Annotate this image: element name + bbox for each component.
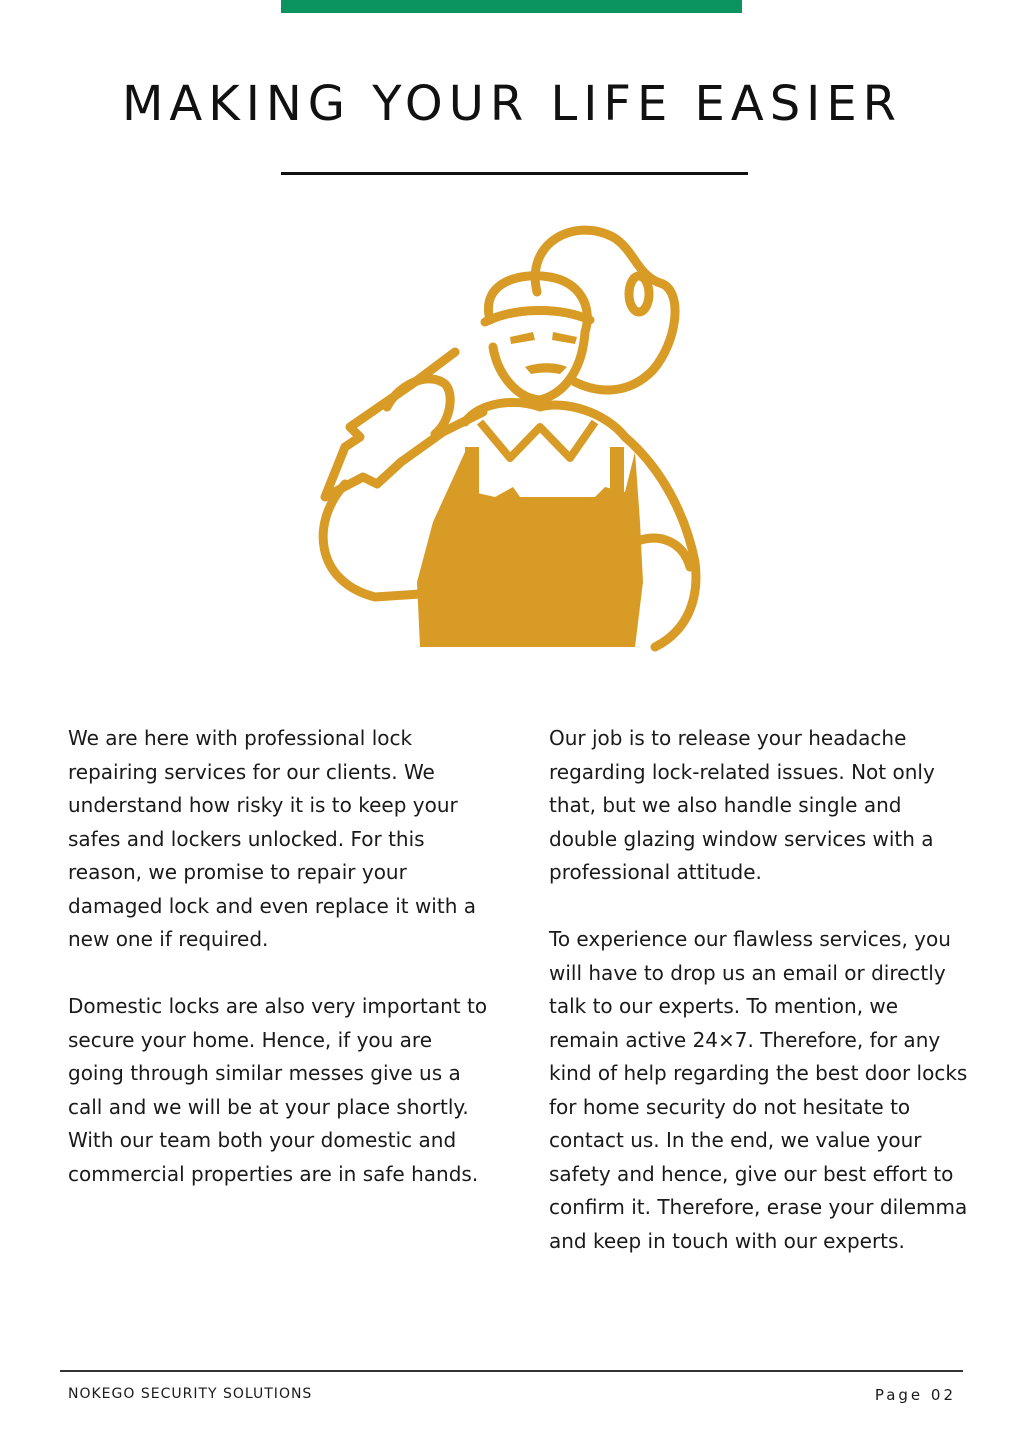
top-accent-bar <box>281 0 742 13</box>
key-hole-shape <box>629 276 649 312</box>
right-paragraph: To experience our flawless services, you will have to drop us an email or directly talk to our experts. To mention, we remain active 24×7. Therefore, for any kind of help regarding the best door locks for home security do not hesitate to contact us. In the end, we value your safety and hence, give our best effort to confirm it. Therefore, erase your dilemma and keep in touch with our experts. <box>549 927 968 1253</box>
left-paragraph: We are here with professional lock repairing services for our clients. We understand how risky it is to keep your safes and lockers unlocked. For this reason, we promise to repair your damaged lock and even replace it with a new one if required. <box>68 726 476 951</box>
footer-company-name: NOKEGO SECURITY SOLUTIONS <box>68 1386 313 1402</box>
left-paragraph: Domestic locks are also very important to secure your home. Hence, if you are going through similar messes give us a call and we will be at your place shortly. With our team both your domestic and commercial properties are in safe hands. <box>68 994 488 1186</box>
footer-page-number: Page 02 <box>874 1386 956 1404</box>
moustache-shape <box>525 363 567 374</box>
left-strap-shape <box>465 447 479 497</box>
collar-shape <box>480 422 595 458</box>
left-text-column <box>68 722 488 1225</box>
page-title: MAKING YOUR LIFE EASIER <box>121 76 903 132</box>
title-divider <box>281 172 748 175</box>
right-paragraph: Our job is to release your headache regarding lock-related issues. Not only that, but we also handle single and double glazing window services with a professional attitude. <box>549 726 935 884</box>
footer-divider <box>60 1370 963 1372</box>
right-text-column <box>549 722 969 1292</box>
locksmith-with-key-icon <box>305 222 715 652</box>
sleeve-shape <box>635 538 690 567</box>
hand-shape <box>387 379 450 434</box>
right-strap-shape <box>610 447 624 497</box>
cap-brim-shape <box>485 310 590 322</box>
overalls-shape <box>417 452 643 647</box>
arm-shape <box>323 484 420 597</box>
eyebrows-shape <box>510 332 577 344</box>
